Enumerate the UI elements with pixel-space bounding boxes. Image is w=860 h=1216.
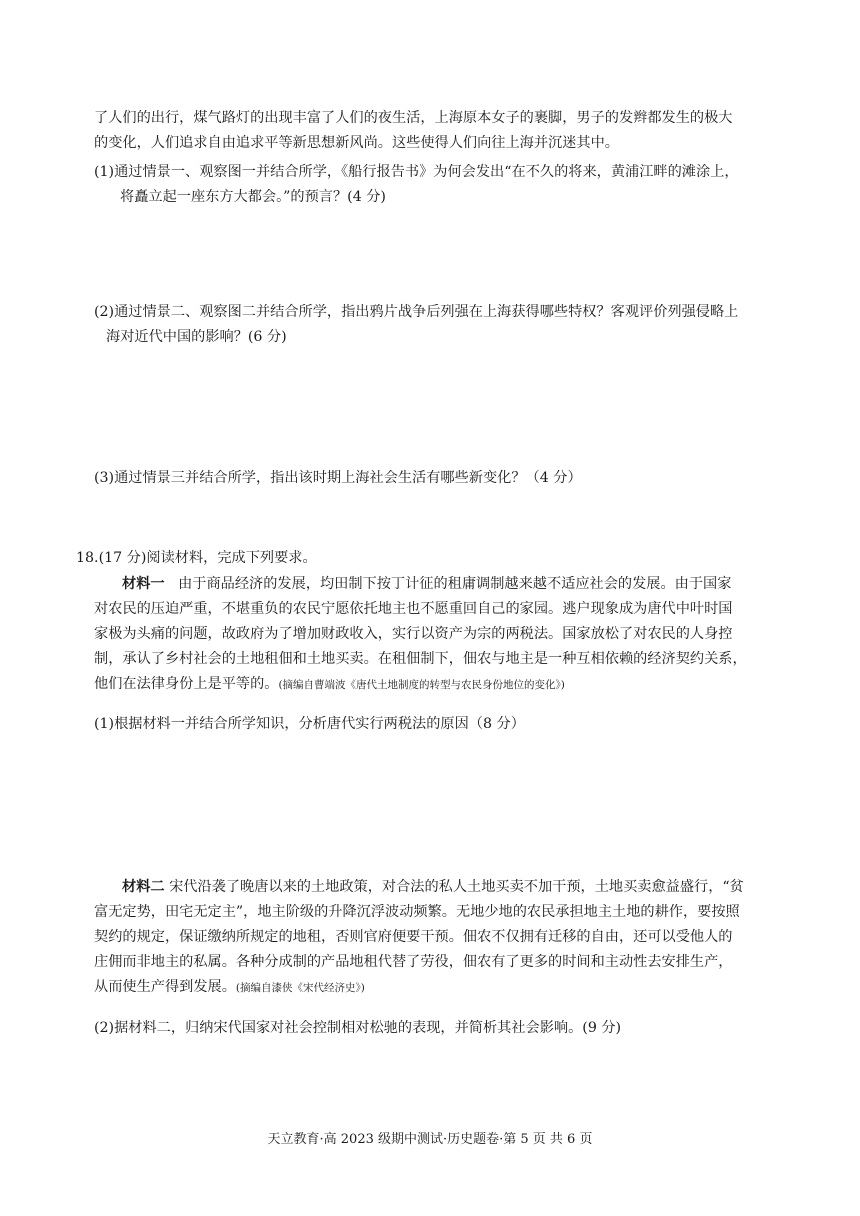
material-1-source: (摘编自曹端波《唐代土地制度的转型与农民身份地位的变化》) (278, 679, 565, 691)
q18-header: 18.(17 分)阅读材料，完成下列要求。 (76, 550, 317, 566)
q17-sub1 (94, 160, 794, 210)
q17-sub3: (3)通过情景三并结合所学，指出该时期上海社会生活有哪些新变化？（4 分） (94, 470, 582, 486)
material-2-source: (摘编自漆侠《宋代经济史》) (235, 982, 365, 994)
material-2-label: 材料二 (122, 879, 165, 895)
q17-sub2-line-2: 海对近代中国的影响？(6 分) (106, 329, 287, 345)
q17-sub1-line-1: (1)通过情景一、观察图一并结合所学，《船行报告书》为何会发出“在不久的将来，黄浦江畔的滩涂上， (94, 164, 739, 180)
material-1-line-3: 家极为头痛的问题，故政府为了增加财政收入，实行以资产为宗的两税法。国家放松了对农民的人身控 (94, 626, 733, 642)
material-1-line-5: 他们在法律身份上是平等的。 (94, 676, 279, 692)
material-1 (94, 572, 786, 698)
material-1-line-2: 对农民的压迫严重，不堪重负的农民宁愿依托地主也不愿重回自己的家园。逃户现象成为唐代中叶时国 (94, 601, 733, 617)
material-1-line-1: 由于商品经济的发展，均田制下按丁计征的租庸调制越来越不适应社会的发展。由于国家 (178, 576, 732, 592)
material-2-line-4: 庄佣而非地主的私属。各种分成制的产品地租代替了劳役，佃农有了更多的时间和主动性去安排生产， (94, 954, 733, 970)
page-footer: 天立教育·高 2023 级期中测试·历史题卷·第 5 页 共 6 页 (267, 1132, 593, 1147)
q18-sub2: (2)据材料二，归纳宋代国家对社会控制相对松驰的表现，并简析其社会影响。(9 分) (94, 1020, 622, 1036)
material-2 (94, 875, 786, 1001)
continuation-line-2: 的变化，人们追求自由追求平等新思想新风尚。这些使得人们向往上海并沉迷其中。 (94, 135, 619, 151)
q17-sub2-line-1: (2)通过情景二、观察图二并结合所学，指出鸦片战争后列强在上海获得哪些特权？客观评价列强侵略上 (94, 304, 739, 320)
material-2-line-2: 富无定势，田宅无定主”，地主阶级的升降沉浮波动频繁。无地少地的农民承担地主土地的耕作，要按照 (94, 904, 740, 920)
material-1-line-4: 制，承认了乡村社会的土地租佃和土地买卖。在租佃制下，佃农与地主是一种互相依赖的经济契约关系， (94, 651, 747, 667)
material-2-line-5: 从而使生产得到发展。 (94, 979, 236, 995)
q18-sub1: (1)根据材料一并结合所学知识，分析唐代实行两税法的原因（8 分） (94, 716, 525, 732)
q17-sub2 (94, 300, 794, 350)
q17-sub1-line-2: 将矗立起一座东方大都会。”的预言？(4 分) (120, 189, 386, 205)
material-1-label: 材料一 (122, 576, 165, 592)
continuation-paragraph (94, 106, 786, 156)
material-2-line-3: 契约的规定，保证缴纳所规定的地租，否则官府便要干预。佃农不仅拥有迁移的自由，还可以受他人的 (94, 929, 733, 945)
material-2-line-1: 宋代沿袭了晚唐以来的土地政策，对合法的私人土地买卖不加干预，土地买卖愈益盛行，“贫 (169, 879, 744, 895)
continuation-line-1: 了人们的出行，煤气路灯的出现丰富了人们的夜生活，上海原本女子的裹脚，男子的发辫都发生的极大 (94, 110, 733, 126)
